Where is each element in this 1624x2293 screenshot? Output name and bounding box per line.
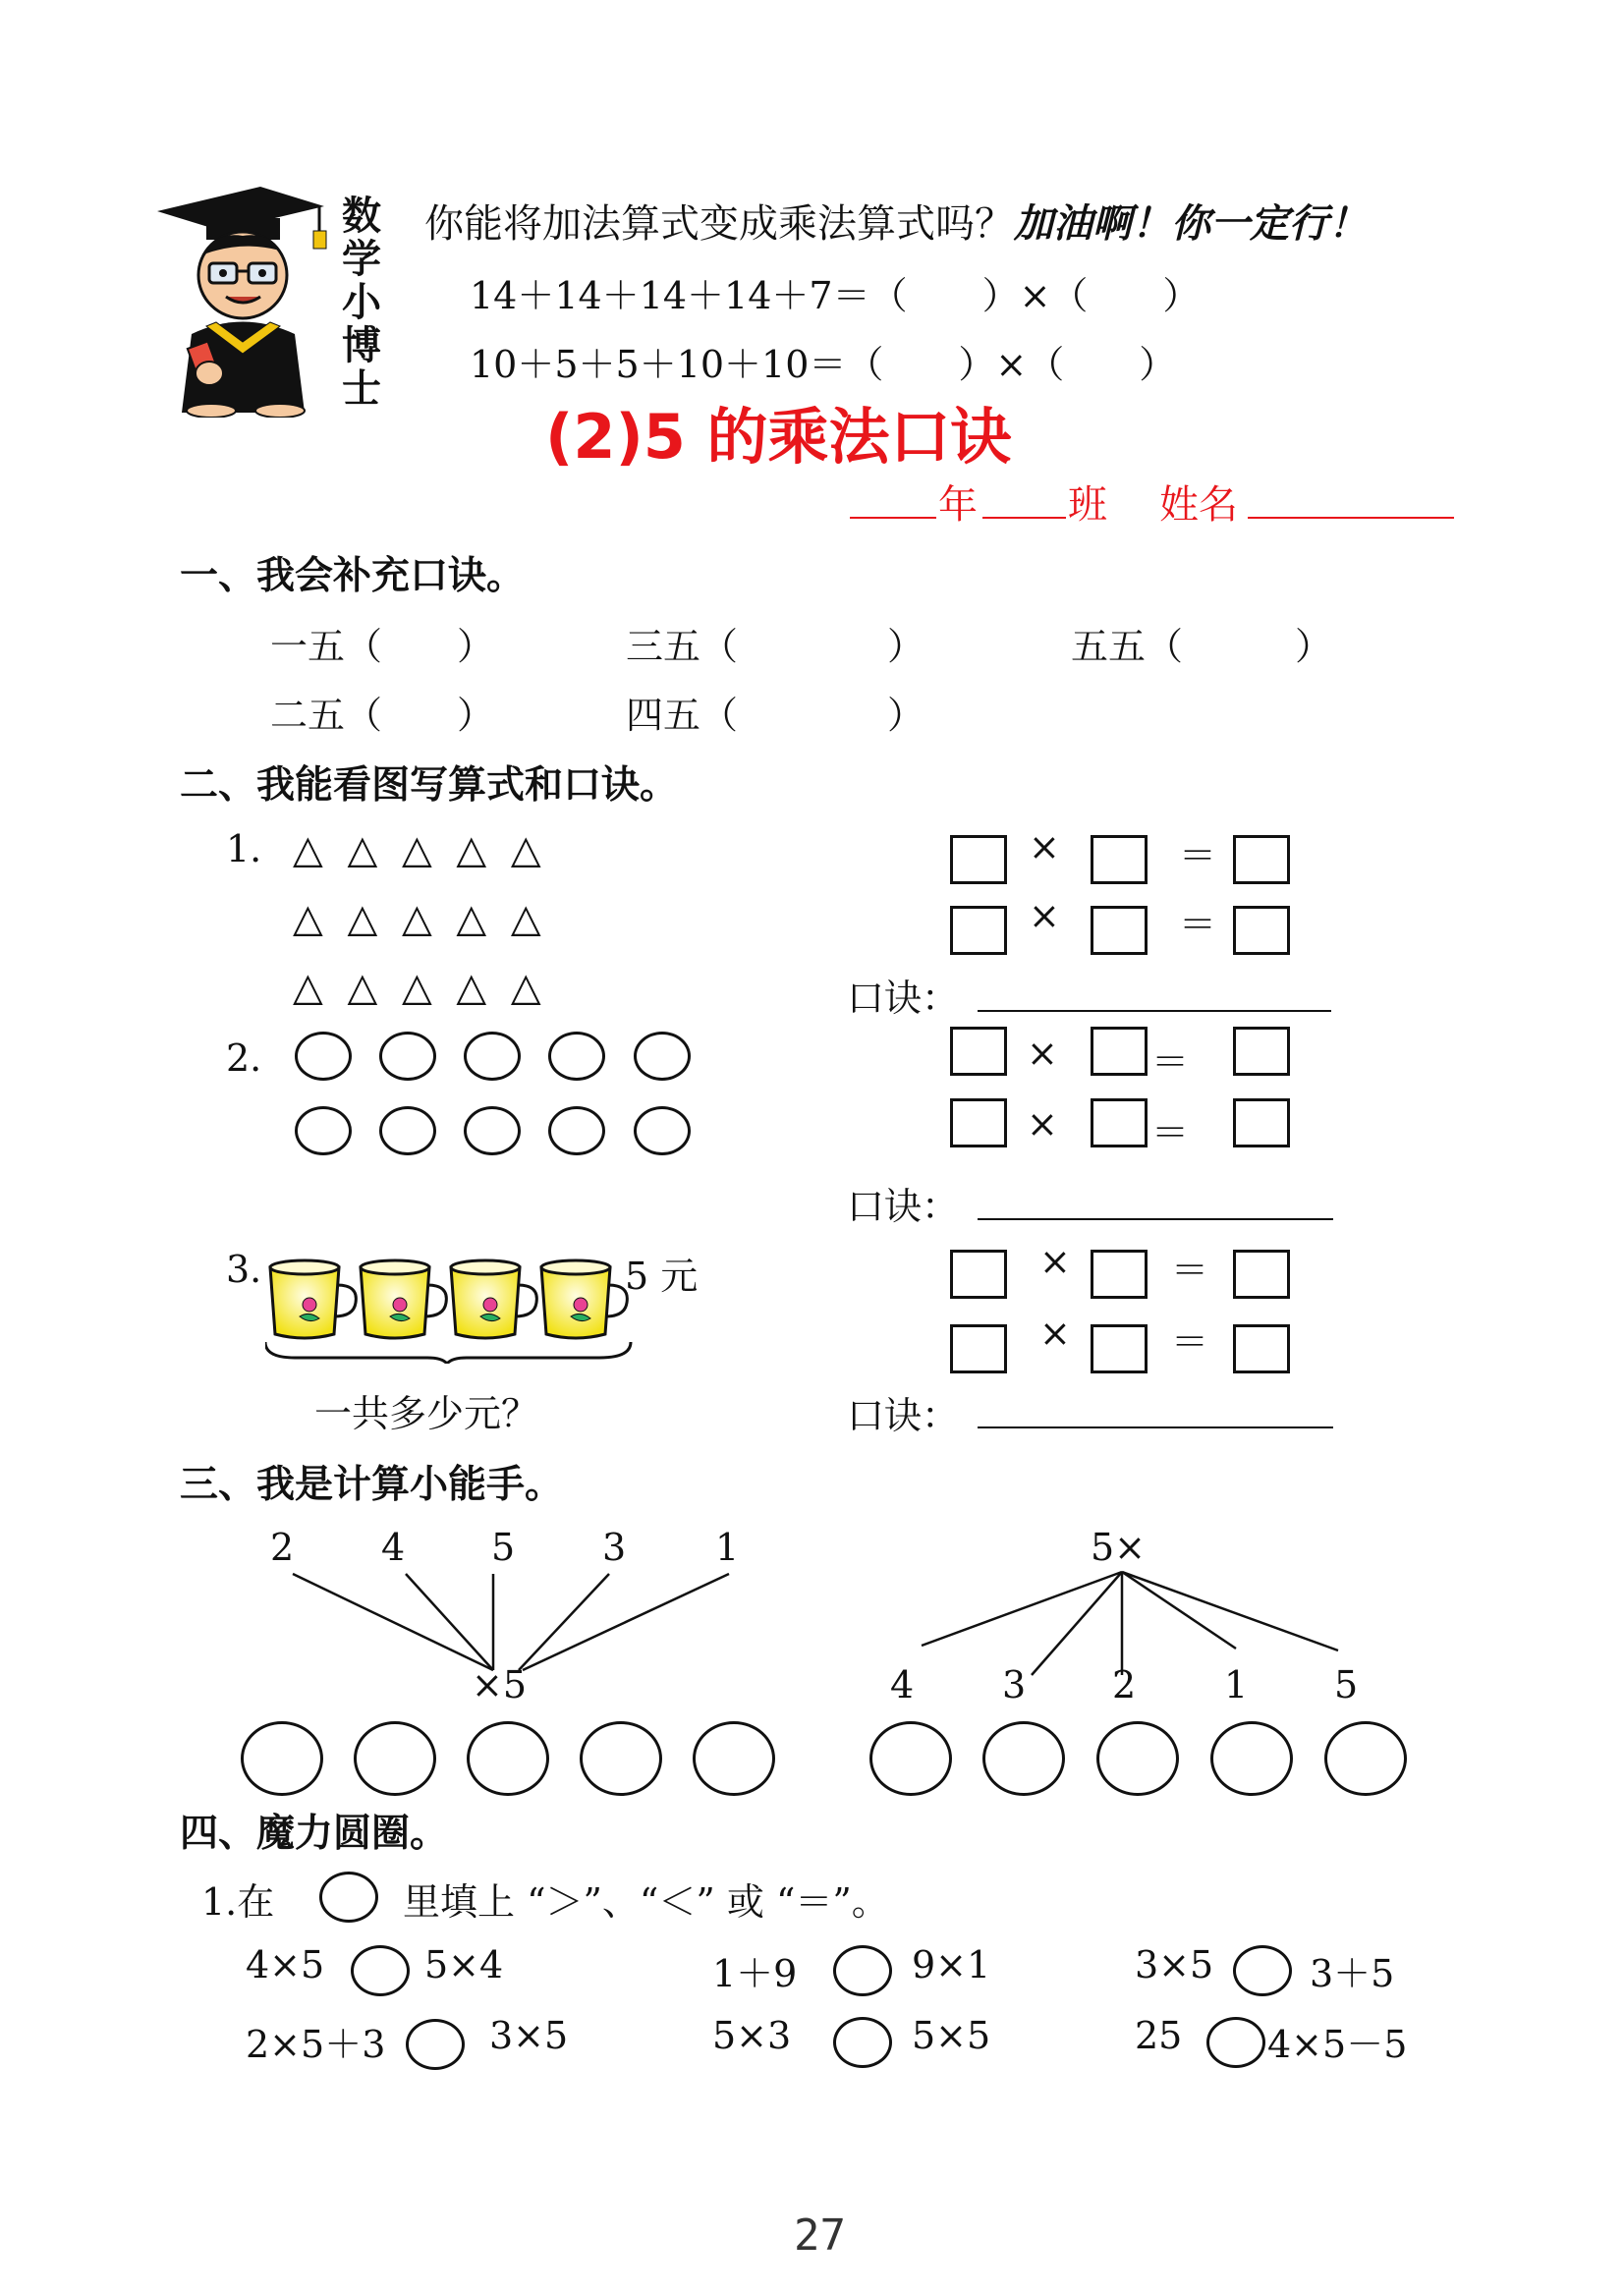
right-operator: 5× bbox=[1091, 1526, 1147, 1569]
class-label: 班 bbox=[1068, 482, 1107, 528]
times-sign: × bbox=[1027, 1102, 1058, 1146]
mug-price: 5 元 bbox=[625, 1255, 699, 1298]
right-number-1: 4 bbox=[890, 1663, 915, 1706]
equals-sign: ＝ bbox=[1171, 1320, 1209, 1364]
q1-number: 1. bbox=[226, 827, 262, 870]
left-number-2: 4 bbox=[381, 1526, 406, 1569]
compare-right: 3×5 bbox=[489, 2014, 569, 2057]
triangle-row-2: △ △ △ △ △ bbox=[293, 896, 547, 941]
left-operator: ×5 bbox=[472, 1663, 528, 1706]
compare-right: 5×5 bbox=[912, 2014, 991, 2057]
section2-heading: 二、我能看图写算式和口诀。 bbox=[180, 763, 679, 808]
q2-koujue-label: 口诀： bbox=[847, 1185, 960, 1228]
triangle-row-3: △ △ △ △ △ bbox=[293, 965, 547, 1010]
left-number-5: 1 bbox=[715, 1526, 740, 1569]
answer-circle[interactable] bbox=[467, 1721, 549, 1796]
compare-circle[interactable] bbox=[351, 1945, 410, 1996]
q3-number: 3. bbox=[226, 1248, 262, 1291]
year-label: 年 bbox=[938, 482, 978, 528]
sec1-item-4: 四五（ ） bbox=[626, 694, 925, 737]
times-sign: × bbox=[1029, 894, 1060, 937]
answer-circle[interactable] bbox=[982, 1721, 1065, 1796]
answer-circle[interactable] bbox=[1324, 1721, 1407, 1796]
right-number-5: 5 bbox=[1334, 1663, 1359, 1706]
page-title: (2)5 的乘法口诀 bbox=[545, 401, 1012, 473]
answer-circle[interactable] bbox=[1210, 1721, 1293, 1796]
answer-circle[interactable] bbox=[241, 1721, 323, 1796]
times-sign: × bbox=[1029, 825, 1060, 868]
compare-circle[interactable] bbox=[1206, 2017, 1265, 2068]
times-sign: × bbox=[1039, 1240, 1071, 1283]
section1-heading: 一、我会补充口诀。 bbox=[180, 554, 526, 598]
triangle-row-1: △ △ △ △ △ bbox=[293, 827, 547, 872]
compare-right: 4×5－5 bbox=[1267, 2023, 1408, 2066]
name-label: 姓名 bbox=[1159, 482, 1238, 528]
section3-heading: 三、我是计算小能手。 bbox=[180, 1463, 564, 1507]
left-number-1: 2 bbox=[270, 1526, 295, 1569]
header-equation-1: 14＋14＋14＋14＋7＝（ ）×（ ） bbox=[470, 274, 1201, 317]
sec1-item-3: 三五（ ） bbox=[626, 625, 925, 668]
compare-left: 3×5 bbox=[1135, 1943, 1214, 1986]
section4-heading: 四、魔力圆圈。 bbox=[180, 1812, 449, 1856]
right-number-4: 1 bbox=[1224, 1663, 1249, 1706]
answer-circle[interactable] bbox=[580, 1721, 662, 1796]
sec1-item-2: 二五（ ） bbox=[270, 694, 495, 737]
page-number: 27 bbox=[794, 2210, 846, 2261]
compare-circle[interactable] bbox=[833, 1945, 892, 1996]
q3-question: 一共多少元？ bbox=[314, 1392, 539, 1435]
header-encourage: 加油啊！你一定行！ bbox=[1014, 201, 1368, 247]
equals-sign: ＝ bbox=[1171, 1249, 1209, 1292]
compare-right: 3＋5 bbox=[1310, 1952, 1395, 1995]
right-number-2: 3 bbox=[1002, 1663, 1027, 1706]
compare-circle[interactable] bbox=[833, 2017, 892, 2068]
times-sign: × bbox=[1027, 1032, 1058, 1075]
answer-circle[interactable] bbox=[869, 1721, 952, 1796]
mascot-label: 数学小博士 bbox=[342, 194, 381, 412]
compare-left: 2×5＋3 bbox=[246, 2023, 386, 2066]
sec1-item-1: 一五（ ） bbox=[270, 625, 495, 668]
equals-sign: ＝ bbox=[1151, 1111, 1190, 1154]
sec4-instruction-number: 1.在 bbox=[201, 1880, 275, 1924]
sec1-item-5: 五五（ ） bbox=[1071, 625, 1333, 668]
left-number-4: 3 bbox=[602, 1526, 627, 1569]
equals-sign: ＝ bbox=[1179, 834, 1217, 877]
q2-number: 2. bbox=[226, 1036, 262, 1080]
compare-right: 5×4 bbox=[424, 1943, 504, 1986]
answer-circle[interactable] bbox=[1096, 1721, 1179, 1796]
compare-circle[interactable] bbox=[406, 2019, 465, 2070]
header-prompt: 你能将加法算式变成乘法算式吗？ bbox=[424, 201, 1014, 247]
compare-left: 4×5 bbox=[246, 1943, 325, 1986]
compare-left: 1＋9 bbox=[712, 1952, 798, 1995]
right-number-3: 2 bbox=[1112, 1663, 1137, 1706]
sec4-instruction-text: 里填上 “＞”、“＜” 或 “＝”。 bbox=[403, 1880, 889, 1924]
example-circle bbox=[319, 1872, 378, 1923]
compare-left: 5×3 bbox=[712, 2014, 792, 2057]
compare-circle[interactable] bbox=[1233, 1945, 1292, 1996]
left-number-3: 5 bbox=[491, 1526, 516, 1569]
compare-right: 9×1 bbox=[912, 1943, 991, 1986]
q3-koujue-label: 口诀： bbox=[847, 1394, 960, 1437]
answer-circle[interactable] bbox=[693, 1721, 775, 1796]
compare-left: 25 bbox=[1135, 2014, 1183, 2057]
equals-sign: ＝ bbox=[1151, 1040, 1190, 1084]
answer-circle[interactable] bbox=[354, 1721, 436, 1796]
header-equation-2: 10＋5＋5＋10＋10＝（ ）×（ ） bbox=[470, 343, 1177, 386]
times-sign: × bbox=[1039, 1312, 1071, 1355]
equals-sign: ＝ bbox=[1179, 903, 1217, 946]
q1-koujue-label: 口诀： bbox=[847, 977, 960, 1020]
